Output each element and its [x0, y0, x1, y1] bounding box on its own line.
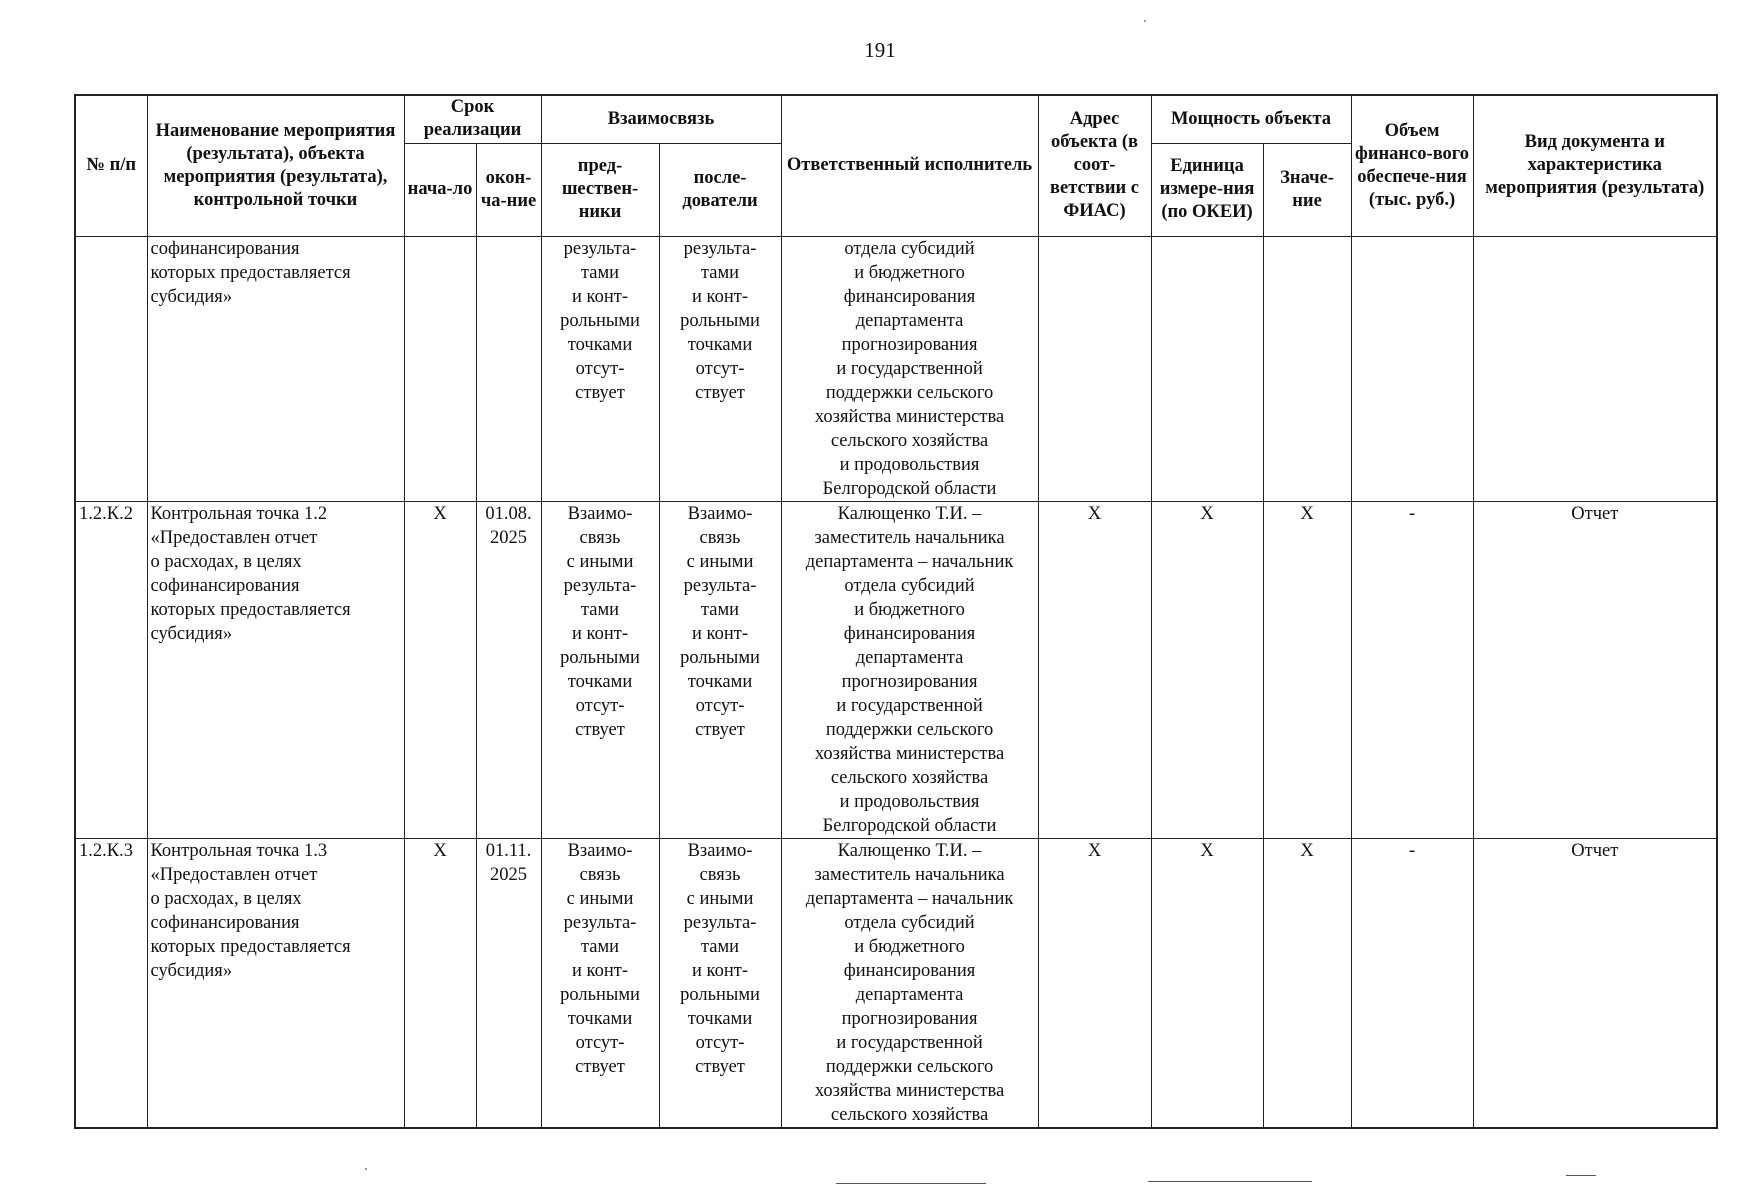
- cell-value: X: [1263, 501, 1351, 838]
- header-num: № п/п: [75, 95, 147, 236]
- page-number: 191: [864, 38, 896, 62]
- cell-line: точками: [567, 671, 633, 692]
- cell-line: отсут-: [695, 695, 745, 716]
- cell-line: и государственной: [836, 358, 983, 379]
- cell-line: с иными: [686, 551, 754, 572]
- cell-line: результа-: [683, 912, 757, 933]
- cell-line: и государственной: [836, 1032, 983, 1053]
- cell-funding: -: [1351, 501, 1473, 838]
- cell-value: X: [1263, 838, 1351, 1128]
- cell-name: [147, 501, 404, 838]
- cell-line: и конт-: [572, 623, 628, 644]
- scan-speck: [1144, 20, 1146, 22]
- header-successors: после-дователи: [659, 143, 781, 236]
- cell-line: и продовольствия: [839, 791, 980, 812]
- header-name: Наименование мероприятия (результата), объекта мероприятия (результата), контрольной точки: [147, 95, 404, 236]
- cell-responsible: [781, 501, 1038, 838]
- cell-line: тами: [700, 599, 740, 620]
- cell-line: связь: [699, 527, 741, 548]
- cell-line: и бюджетного: [854, 599, 965, 620]
- cell-line: финансирования: [843, 960, 976, 981]
- cell-line: тами: [580, 936, 620, 957]
- cell-line: департамента: [855, 310, 964, 331]
- cell-line: тами: [700, 936, 740, 957]
- cell-line: заместитель начальника: [814, 864, 1005, 885]
- table-header: [75, 95, 1717, 236]
- cell-line: ствует: [575, 1056, 625, 1077]
- cell-name: [147, 236, 404, 501]
- bottom-rule-1: [836, 1183, 986, 1184]
- cell-predecessors: [541, 501, 659, 838]
- cell-line: рольными: [560, 984, 640, 1005]
- cell-line: 2025: [490, 864, 527, 885]
- cell-line: рольными: [560, 310, 640, 331]
- cell-predecessors: [541, 236, 659, 501]
- cell-line: связь: [579, 864, 621, 885]
- cell-line: «Предоставлен отчет: [150, 527, 318, 548]
- cell-line: финансирования: [843, 623, 976, 644]
- cell-line: сельского хозяйства: [830, 430, 989, 451]
- cell-line: тами: [700, 262, 740, 283]
- cell-line: Контрольная точка 1.2: [150, 503, 328, 524]
- cell-start: [404, 236, 476, 501]
- cell-end: [476, 236, 541, 501]
- activities-table: [74, 94, 1718, 1129]
- cell-line: тами: [580, 262, 620, 283]
- cell-line: результа-: [563, 912, 637, 933]
- cell-line: софинансирования: [150, 912, 300, 933]
- scan-speck: [365, 1168, 367, 1170]
- cell-address: X: [1038, 838, 1151, 1128]
- header-unit: Единица измере-ния (по ОКЕИ): [1151, 143, 1263, 236]
- cell-line: департамента – начальник: [805, 551, 1014, 572]
- cell-line: которых предоставляется: [150, 262, 351, 283]
- cell-num: [75, 236, 147, 501]
- cell-line: ствует: [695, 1056, 745, 1077]
- cell-line: поддержки сельского: [825, 719, 994, 740]
- cell-unit: [1151, 236, 1263, 501]
- cell-line: отсут-: [575, 358, 625, 379]
- cell-line: рольными: [680, 984, 760, 1005]
- cell-line: 01.08.: [485, 503, 532, 524]
- cell-line: о расходах, в целях: [150, 551, 302, 572]
- cell-line: точками: [687, 1008, 753, 1029]
- header-capacity: Мощность объекта: [1151, 95, 1351, 143]
- cell-line: которых предоставляется: [150, 936, 351, 957]
- cell-line: и конт-: [692, 623, 749, 644]
- cell-line: с иными: [566, 551, 634, 572]
- cell-line: и государственной: [836, 695, 983, 716]
- cell-line: 01.11.: [485, 840, 532, 861]
- cell-line: Калющенко Т.И. –: [837, 503, 982, 524]
- cell-line: заместитель начальника: [814, 527, 1005, 548]
- cell-successors: [659, 236, 781, 501]
- cell-unit: X: [1151, 838, 1263, 1128]
- cell-line: поддержки сельского: [825, 1056, 994, 1077]
- bottom-rule-3: [1566, 1175, 1596, 1176]
- cell-line: департамента: [855, 984, 964, 1005]
- cell-doc-type: [1473, 236, 1717, 501]
- cell-start: X: [404, 501, 476, 838]
- cell-line: Взаимо-: [567, 503, 633, 524]
- cell-line: отсут-: [575, 695, 625, 716]
- header-doc-type: Вид документа и характеристика мероприятия (результата): [1473, 95, 1717, 236]
- cell-line: софинансирования: [150, 575, 300, 596]
- cell-line: Белгородской области: [822, 478, 997, 499]
- header-responsible: Ответственный исполнитель: [781, 95, 1038, 236]
- cell-end: [476, 838, 541, 1128]
- cell-line: и конт-: [692, 286, 749, 307]
- cell-line: прогнозирования: [841, 334, 978, 355]
- cell-line: 2025: [490, 527, 527, 548]
- header-relation: Взаимосвязь: [541, 95, 781, 143]
- cell-line: «Предоставлен отчет: [150, 864, 318, 885]
- cell-line: Контрольная точка 1.3: [150, 840, 328, 861]
- cell-doc-type: Отчет: [1473, 501, 1717, 838]
- cell-line: департамента – начальник: [805, 888, 1014, 909]
- header-funding: Объем финансо-вого обеспече-ния (тыс. руб.): [1351, 95, 1473, 236]
- cell-successors: [659, 501, 781, 838]
- header-predecessors: пред-шествен-ники: [541, 143, 659, 236]
- cell-line: Белгородской области: [822, 815, 997, 836]
- table-body: [75, 236, 1717, 1128]
- cell-start: X: [404, 838, 476, 1128]
- cell-line: с иными: [566, 888, 634, 909]
- cell-line: отдела субсидий: [844, 575, 975, 596]
- cell-line: отдела субсидий: [844, 238, 975, 259]
- cell-line: которых предоставляется: [150, 599, 351, 620]
- cell-line: рольными: [680, 310, 760, 331]
- cell-end: [476, 501, 541, 838]
- cell-line: хозяйства министерства: [814, 406, 1005, 427]
- cell-predecessors: [541, 838, 659, 1128]
- cell-line: точками: [567, 334, 633, 355]
- cell-line: отдела субсидий: [844, 912, 975, 933]
- cell-funding: [1351, 236, 1473, 501]
- cell-line: субсидия»: [150, 960, 233, 981]
- cell-line: поддержки сельского: [825, 382, 994, 403]
- bottom-rule-2: [1148, 1181, 1312, 1182]
- cell-line: результа-: [683, 575, 757, 596]
- cell-line: департамента: [855, 647, 964, 668]
- cell-line: софинансирования: [150, 238, 300, 259]
- cell-successors: [659, 838, 781, 1128]
- header-value: Значе-ние: [1263, 143, 1351, 236]
- cell-responsible: [781, 236, 1038, 501]
- cell-address: [1038, 236, 1151, 501]
- cell-line: прогнозирования: [841, 671, 978, 692]
- cell-line: сельского хозяйства: [830, 767, 989, 788]
- header-term: Срок реализации: [404, 95, 541, 143]
- cell-line: результа-: [683, 238, 757, 259]
- cell-value: [1263, 236, 1351, 501]
- cell-line: точками: [687, 334, 753, 355]
- cell-line: точками: [687, 671, 753, 692]
- cell-line: и продовольствия: [839, 454, 980, 475]
- cell-line: хозяйства министерства: [814, 743, 1005, 764]
- cell-line: рольными: [560, 647, 640, 668]
- cell-line: о расходах, в целях: [150, 888, 302, 909]
- cell-line: связь: [699, 864, 741, 885]
- header-term-start: нача-ло: [404, 143, 476, 236]
- table-row: [75, 236, 1717, 501]
- table-row: [75, 501, 1717, 838]
- cell-line: и конт-: [692, 960, 749, 981]
- cell-line: и бюджетного: [854, 262, 965, 283]
- cell-line: Взаимо-: [687, 503, 753, 524]
- cell-address: X: [1038, 501, 1151, 838]
- header-term-end: окон-ча-ние: [476, 143, 541, 236]
- cell-line: отсут-: [695, 358, 745, 379]
- cell-line: и бюджетного: [854, 936, 965, 957]
- cell-num: 1.2.К.2: [75, 501, 147, 838]
- cell-line: хозяйства министерства: [814, 1080, 1005, 1101]
- cell-line: Калющенко Т.И. –: [837, 840, 982, 861]
- cell-doc-type: Отчет: [1473, 838, 1717, 1128]
- cell-line: субсидия»: [150, 286, 233, 307]
- cell-responsible: [781, 838, 1038, 1128]
- cell-line: результа-: [563, 238, 637, 259]
- cell-line: Взаимо-: [567, 840, 633, 861]
- header-address: Адрес объекта (в соот-ветствии с ФИАС): [1038, 95, 1151, 236]
- cell-name: [147, 838, 404, 1128]
- table-row: [75, 838, 1717, 1128]
- cell-line: с иными: [686, 888, 754, 909]
- cell-line: прогнозирования: [841, 1008, 978, 1029]
- cell-line: и конт-: [572, 286, 628, 307]
- cell-line: ствует: [575, 382, 625, 403]
- cell-num: 1.2.К.3: [75, 838, 147, 1128]
- cell-unit: X: [1151, 501, 1263, 838]
- cell-line: отсут-: [575, 1032, 625, 1053]
- cell-line: ствует: [695, 382, 745, 403]
- cell-line: точками: [567, 1008, 633, 1029]
- cell-line: результа-: [563, 575, 637, 596]
- cell-line: рольными: [680, 647, 760, 668]
- cell-line: ствует: [575, 719, 625, 740]
- cell-line: Взаимо-: [687, 840, 753, 861]
- cell-line: сельского хозяйства: [830, 1104, 989, 1125]
- cell-line: финансирования: [843, 286, 976, 307]
- cell-line: и конт-: [572, 960, 628, 981]
- cell-line: связь: [579, 527, 621, 548]
- cell-line: отсут-: [695, 1032, 745, 1053]
- cell-line: тами: [580, 599, 620, 620]
- cell-line: ствует: [695, 719, 745, 740]
- cell-funding: -: [1351, 838, 1473, 1128]
- cell-line: субсидия»: [150, 623, 233, 644]
